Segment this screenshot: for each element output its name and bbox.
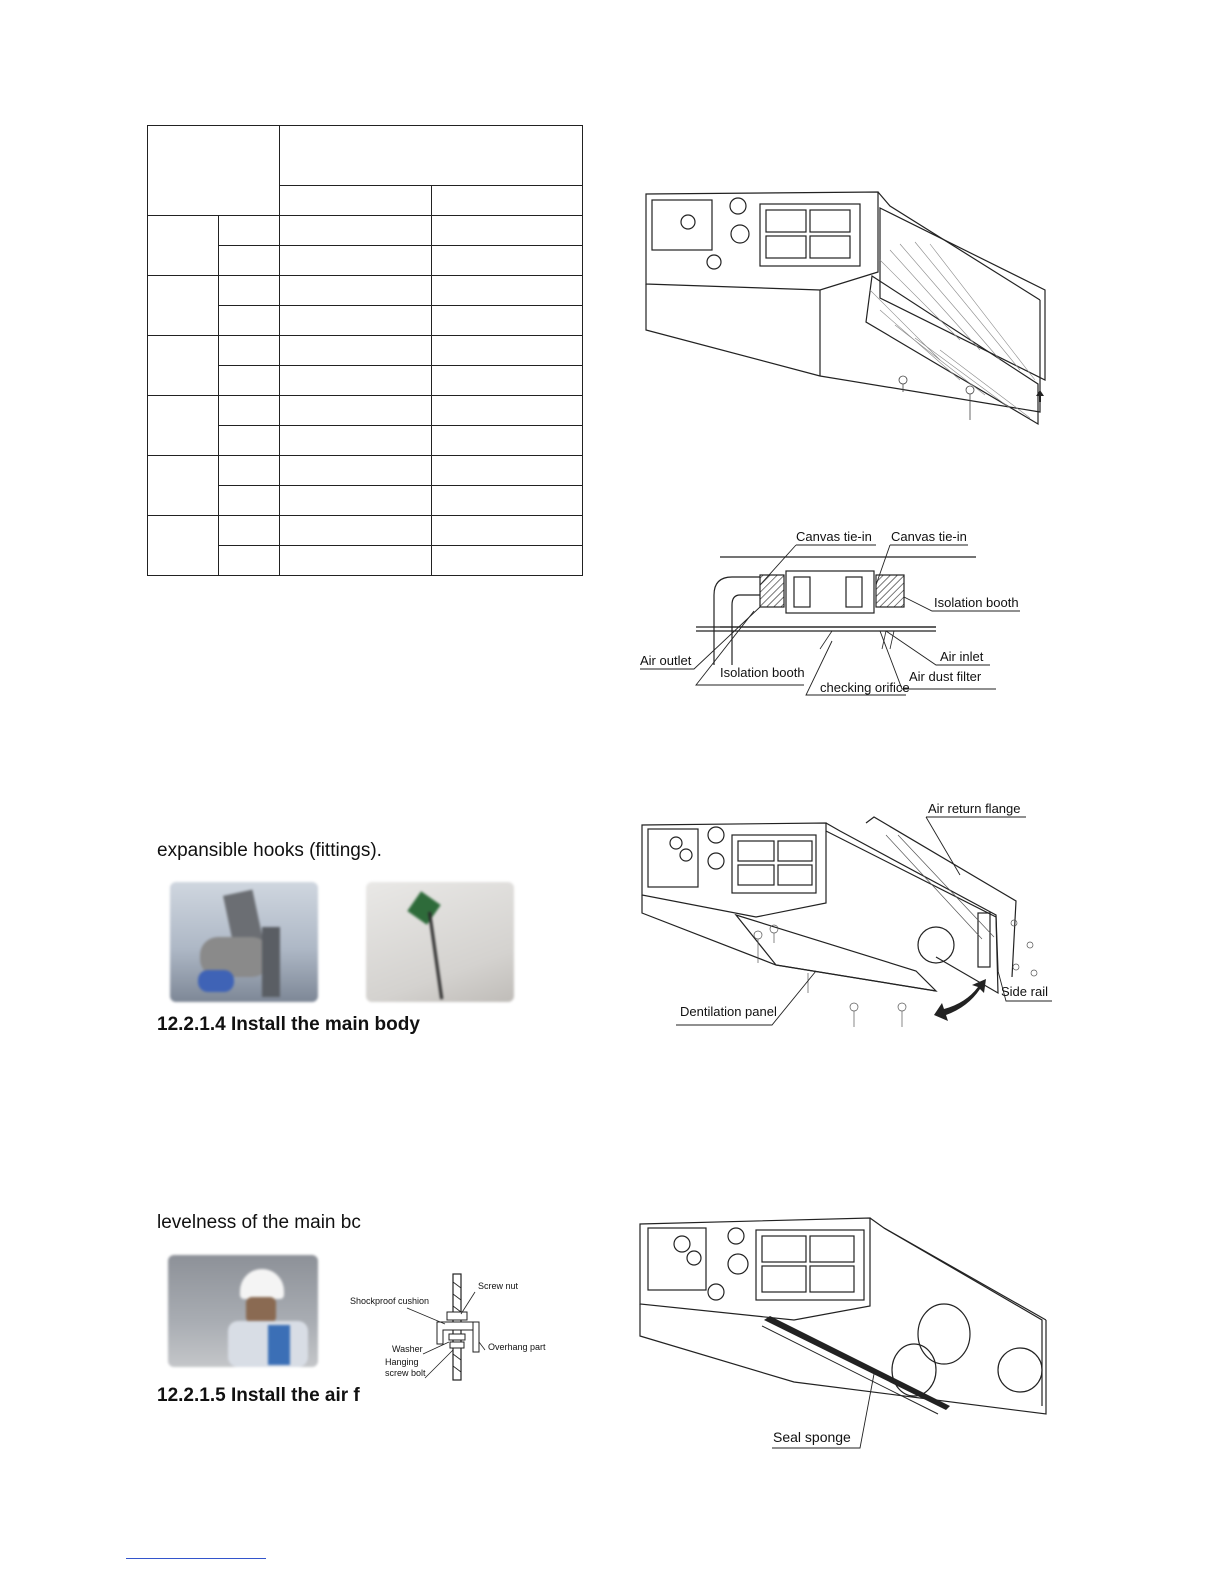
worker-helmet-photo: [168, 1255, 318, 1367]
unit-filter-diagram: [640, 180, 1060, 430]
label-screw-nut: Screw nut: [478, 1281, 519, 1291]
label-screw-bolt: screw bolt: [385, 1368, 426, 1378]
label-air-dust-filter: Air dust filter: [909, 669, 982, 684]
label-air-inlet: Air inlet: [940, 649, 984, 664]
label-hanging: Hanging: [385, 1357, 419, 1367]
seal-sponge-diagram: [634, 1210, 1060, 1460]
label-overhang-part: Overhang part: [488, 1342, 546, 1352]
worker-drilling-photo: [170, 882, 318, 1002]
heading-install-main-body: 12.2.1.4 Install the main body: [157, 1014, 420, 1035]
hanger-bolt-diagram: [345, 1270, 555, 1385]
spec-table: [147, 125, 583, 576]
label-side-rail: Side rail: [1001, 984, 1048, 999]
heading-install-air: 12.2.1.5 Install the air f: [157, 1385, 360, 1406]
duct-connection-diagram: [636, 525, 1036, 700]
label-isolation-booth-left: Isolation booth: [720, 665, 805, 680]
footer-rule: [126, 1558, 266, 1559]
label-checking-orifice: checking orifice: [820, 680, 910, 695]
label-seal-sponge: Seal sponge: [773, 1429, 851, 1445]
label-washer: Washer: [392, 1344, 423, 1354]
ceiling-hook-photo: [366, 882, 514, 1002]
label-air-outlet: Air outlet: [640, 653, 692, 668]
label-air-return-flange: Air return flange: [928, 801, 1021, 816]
label-dentilation-panel: Dentilation panel: [680, 1004, 777, 1019]
air-return-flange-diagram: [636, 795, 1056, 1040]
label-isolation-booth-right: Isolation booth: [934, 595, 1019, 610]
label-shockproof-cushion: Shockproof cushion: [350, 1296, 430, 1306]
label-canvas-tie-in-1: Canvas tie-in: [796, 529, 872, 544]
levelness-text: levelness of the main bc: [157, 1212, 361, 1233]
label-canvas-tie-in-2: Canvas tie-in: [891, 529, 967, 544]
hooks-text: expansible hooks (fittings).: [157, 840, 382, 861]
